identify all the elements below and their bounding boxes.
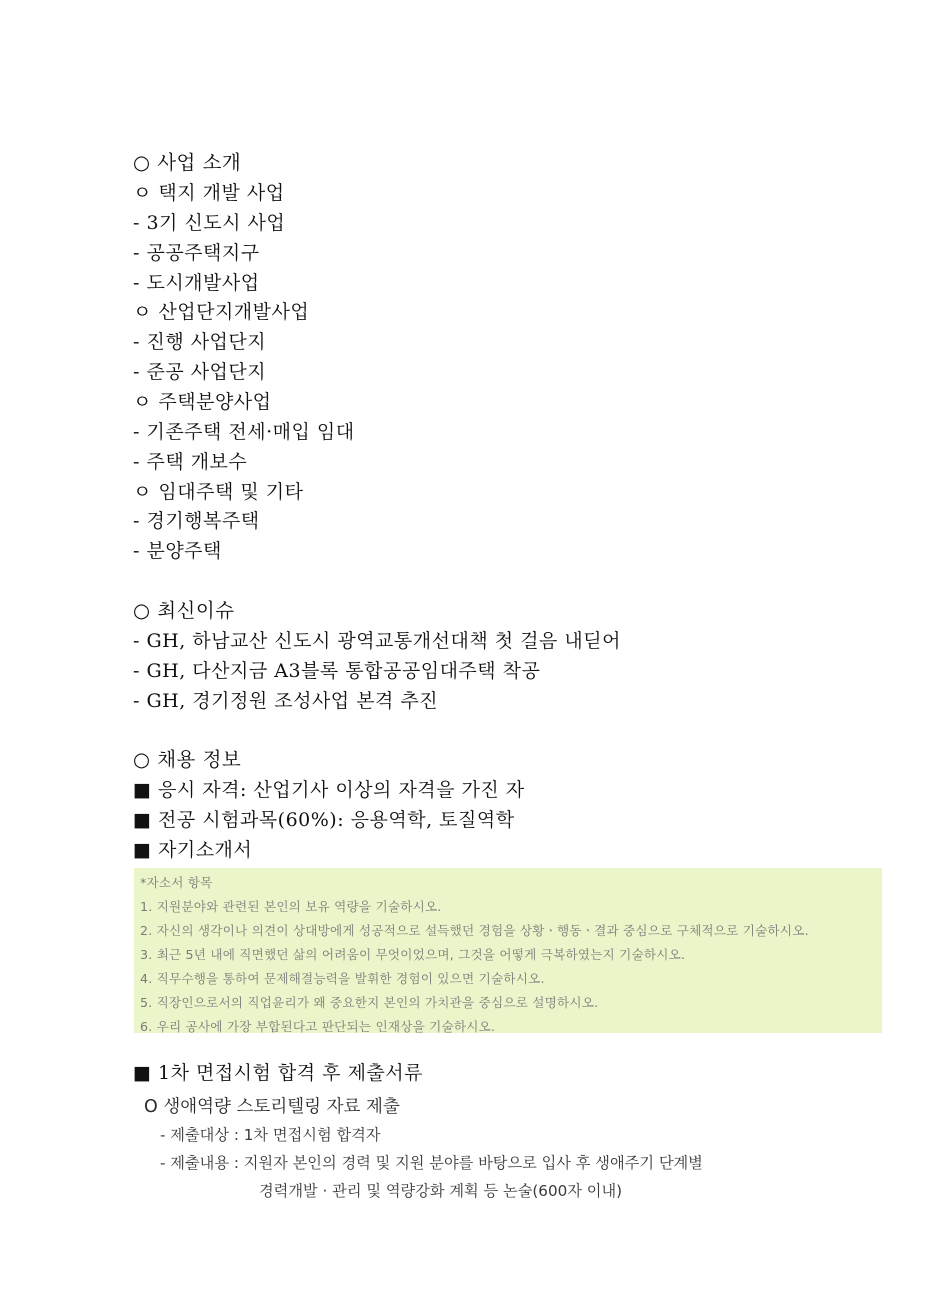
list-item: - GH, 경기정원 조성사업 본격 추진 — [133, 690, 439, 712]
section-heading-recruit: ○ 채용 정보 — [133, 748, 242, 771]
section-heading-business-intro: ○ 사업 소개 — [133, 151, 242, 174]
list-item: - 진행 사업단지 — [133, 331, 267, 353]
list-item: - 분양주택 — [133, 540, 222, 562]
essay-box-title: *자소서 항목 — [140, 875, 213, 890]
list-item: - 주택 개보수 — [133, 451, 248, 473]
sub-heading-storytelling: O 생애역량 스토리텔링 자료 제출 — [144, 1097, 400, 1117]
essay-questions-box — [134, 868, 882, 1033]
submission-target: - 제출대상 : 1차 면접시험 합격자 — [160, 1126, 381, 1144]
essay-item: 4. 직무수행을 통하여 문제해결능력을 발휘한 경험이 있으면 기술하시오. — [140, 971, 545, 986]
list-item: ㅇ 산업단지개발사업 — [133, 301, 310, 323]
bullet-item: ■ 전공 시험과목(60%): 응용역학, 토질역학 — [133, 809, 515, 831]
bullet-item: ■ 1차 면접시험 합격 후 제출서류 — [133, 1062, 423, 1084]
submission-content-continued: 경력개발 · 관리 및 역량강화 계획 등 논술(600자 이내) — [259, 1182, 623, 1200]
essay-item: 6. 우리 공사에 가장 부합된다고 판단되는 인재상을 기술하시오. — [140, 1019, 496, 1034]
bullet-item: ■ 자기소개서 — [133, 839, 253, 861]
list-item: - GH, 다산지금 A3블록 통합공공임대주택 착공 — [133, 660, 541, 682]
list-item: - 기존주택 전세·매입 임대 — [133, 421, 355, 443]
essay-item: 5. 직장인으로서의 직업윤리가 왜 중요한지 본인의 가치관을 중심으로 설명하시오. — [140, 995, 599, 1010]
list-item: - 도시개발사업 — [133, 272, 260, 294]
section-heading-latest-issues: ○ 최신이슈 — [133, 599, 235, 622]
list-item: - 공공주택지구 — [133, 242, 260, 264]
list-item: - 3기 신도시 사업 — [133, 212, 286, 234]
list-item: ㅇ 임대주택 및 기타 — [133, 481, 304, 503]
essay-item: 3. 최근 5년 내에 직면했던 삶의 어려움이 무엇이었으며, 그것을 어떻게 극복하였는지 기술하시오. — [140, 947, 686, 962]
essay-item: 1. 지원분야와 관련된 본인의 보유 역량을 기술하시오. — [140, 899, 442, 914]
list-item: - GH, 하남교산 신도시 광역교통개선대책 첫 걸음 내딛어 — [133, 630, 621, 652]
list-item: - 경기행복주택 — [133, 510, 260, 532]
bullet-item: ■ 응시 자격: 산업기사 이상의 자격을 가진 자 — [133, 779, 525, 801]
list-item: ㅇ 주택분양사업 — [133, 391, 272, 413]
essay-item: 2. 자신의 생각이나 의견이 상대방에게 성공적으로 설득했던 경험을 상황ㆍ행동ㆍ결과 중심으로 구체적으로 기술하시오. — [140, 923, 809, 938]
submission-content: - 제출내용 : 지원자 본인의 경력 및 지원 분야를 바탕으로 입사 후 생애주기 단계별 — [160, 1154, 703, 1172]
list-item: - 준공 사업단지 — [133, 361, 267, 383]
list-item: ㅇ 택지 개발 사업 — [133, 182, 285, 204]
